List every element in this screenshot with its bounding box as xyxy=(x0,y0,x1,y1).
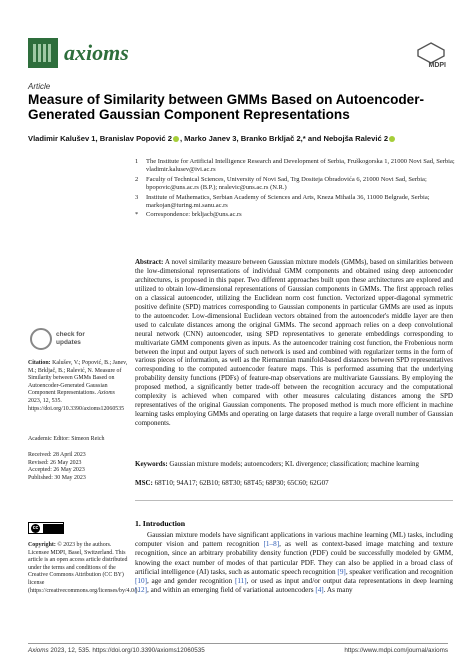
author-1: Vladimir Kalušev 1, xyxy=(28,134,98,143)
introduction-paragraph: Gaussian mixture models have significant applications in various machine learning (ML) tasks, including computer vision and pattern recognition [1–8], as well as context-based image matching and texture recognition, since an arbitrary probability density function (PDF) could be successfully modeled by GMM, knowing the exact number of modes of that particular PDF. They can also be applied in a broad class of artificial intelligence (AI) tasks, such as automatic speech recognition [9], speaker verification and recognition [10], age and gender recognition [11], or used as input and/or output data representations in deep learning [12], and within an emerging field of variational autoencoders [4]. As many xyxy=(135,531,454,595)
citation-link[interactable]: [11] xyxy=(234,577,247,586)
abstract-text: A novel similarity measure between Gaussian mixture models (GMMs), based on similarities between the low-dimensional representations of individual GMM components and obtained using deep autoencoder architectures, is proposed in this paper. Two different approaches built upon these architectures are explored and utilized to obtain low-dimensional representations of Gaussian components in GMMs. The first approach relies on a classical autoencoder, utilizing the Euclidean norm cost function. Vectorized upper-diagonal symmetric positive definite (SPD) matrices corresponding to Gaussian components in particular GMMs are used as inputs to the autoencoder. Low-dimensional Euclidean vectors obtained from the autoencoder's middle layer are then used to calculate distances among the original GMMs. The second approach relies on a deep convolutional neural network (CNN) autoencoder, using SPD representatives to generate embeddings corresponding to multivariate GMM components given as inputs. As the autoencoder training cost function, the Frobenious norm between the input and output layers of such network is used and combined with regularizer terms in the form of various pieces of information, as well as the Riemannian manifold-based distances between SPD representatives corresponding to the computed autoencoder feature maps. This is performed assuming that the underlying probability density functions (PDFs) of feature-map observations are multivariate Gaussians. By employing the proposed method, a significantly better trade-off between the recognition accuracy and the computational complexity is achieved when compared with other measures calculating distances among the SPD representatives of the original Gaussian components. The proposed method is much more efficient in machine learning tasks employing GMMs and operating on large datasets that require a large overall number of Gaussian components. xyxy=(135,258,453,428)
author-list xyxy=(28,134,458,143)
publisher-name: MDPI xyxy=(428,62,446,69)
msc-text: 68T10; 94A17; 62B10; 68T30; 68T45; 68P30; 65C60; 62G07 xyxy=(154,479,329,487)
footer-divider xyxy=(28,643,448,644)
abstract xyxy=(135,258,453,428)
affiliation-item: 2 Faculty of Technical Sciences, University of Novi Sad, Trg Dositeja Obradovića 6, 21000 Novi Sad, Serbia; bpopovic@uns.ac.rs (B.P.); nralevic@uns.ac.rs (N.R.) xyxy=(135,175,427,192)
affiliation-item: 1 The Institute for Artificial Intelligence Research and Development of Serbia, Fruškogorska 1, 21000 Novi Sad, Serbia; vladimir.kalusev@ivi.ac.rs xyxy=(135,158,455,174)
divider xyxy=(135,500,453,501)
abstract-label: Abstract: xyxy=(135,258,164,266)
author-2: Branislav Popović 2 xyxy=(99,134,172,143)
author-3-4: , Marko Janev 3, Branko Brkljač 2,* xyxy=(179,134,306,143)
citation-link[interactable]: [1–8] xyxy=(263,540,280,549)
keywords-label: Keywords: xyxy=(135,460,168,468)
affiliation-item: 3 Institute of Mathematics, Serbian Academy of Sciences and Arts, Kneza Mihaila 36, 11000 Belgrade, Serbia; markojan@turing.mi.sanu.ac.rs xyxy=(135,193,430,210)
author-5: and Nebojša Ralević 2 xyxy=(307,134,389,143)
publication-dates: Received: 28 April 2023 Revised: 26 May 2023 Accepted: 26 May 2023 Published: 30 May 2023 xyxy=(28,452,86,481)
paper-title: Measure of Similarity between GMMs Based on Autoencoder-Generated Gaussian Component Representations xyxy=(28,92,425,122)
citation-link[interactable]: [9] xyxy=(337,567,346,576)
journal-header xyxy=(28,38,446,70)
correspondence: * Correspondence: brkljacb@uns.ac.rs xyxy=(135,211,242,219)
mdpi-logo-icon xyxy=(416,42,446,64)
section-heading: 1. Introduction xyxy=(135,519,186,528)
msc-label: MSC: xyxy=(135,479,153,487)
orcid-icon[interactable] xyxy=(173,136,179,142)
journal-link[interactable]: https://www.mdpi.com/journal/axioms xyxy=(344,647,448,654)
journal-logo-icon xyxy=(28,38,58,68)
keywords-text: Gaussian mixture models; autoencoders; KL divergence; classification; machine learning xyxy=(169,460,420,468)
citation-link[interactable]: [12] xyxy=(135,586,147,595)
check-updates-icon xyxy=(30,328,52,350)
check-for-updates-button[interactable]: check for updates xyxy=(30,328,90,354)
citation-link[interactable]: [10] xyxy=(135,577,147,586)
citation-link[interactable]: [4] xyxy=(315,586,324,595)
keywords xyxy=(135,460,453,469)
academic-editor: Academic Editor: Simeon Reich xyxy=(28,436,105,442)
cc-by-license-icon[interactable]: cc xyxy=(28,522,64,534)
affiliations xyxy=(135,158,455,221)
journal-name: axioms xyxy=(64,40,129,65)
page-footer: Axioms 2023, 12, 535. https://doi.org/10.3390/axioms12060535 https://www.mdpi.com/journal/axioms xyxy=(28,647,448,654)
citation-block: Citation: Kalušev, V.; Popović, B.; Janev, M.; Brkljač, B.; Ralević, N. Measure of Similarity between GMMs Based on Autoencoder-Generated Gaussian Component Representations. Axioms 2023, 12, 535. https://doi.org/10.3390/axioms12060535 xyxy=(28,360,128,412)
orcid-icon[interactable] xyxy=(389,136,395,142)
msc-codes xyxy=(135,479,453,488)
copyright-notice: Copyright: © 2023 by the authors. Licensee MDPI, Basel, Switzerland. This article is an open access article distributed under the terms and conditions of the Creative Commons Attribution (CC BY) license (https://creativecommons.org/licenses/by/4.0/). xyxy=(28,542,139,594)
article-type: Article xyxy=(28,82,51,91)
